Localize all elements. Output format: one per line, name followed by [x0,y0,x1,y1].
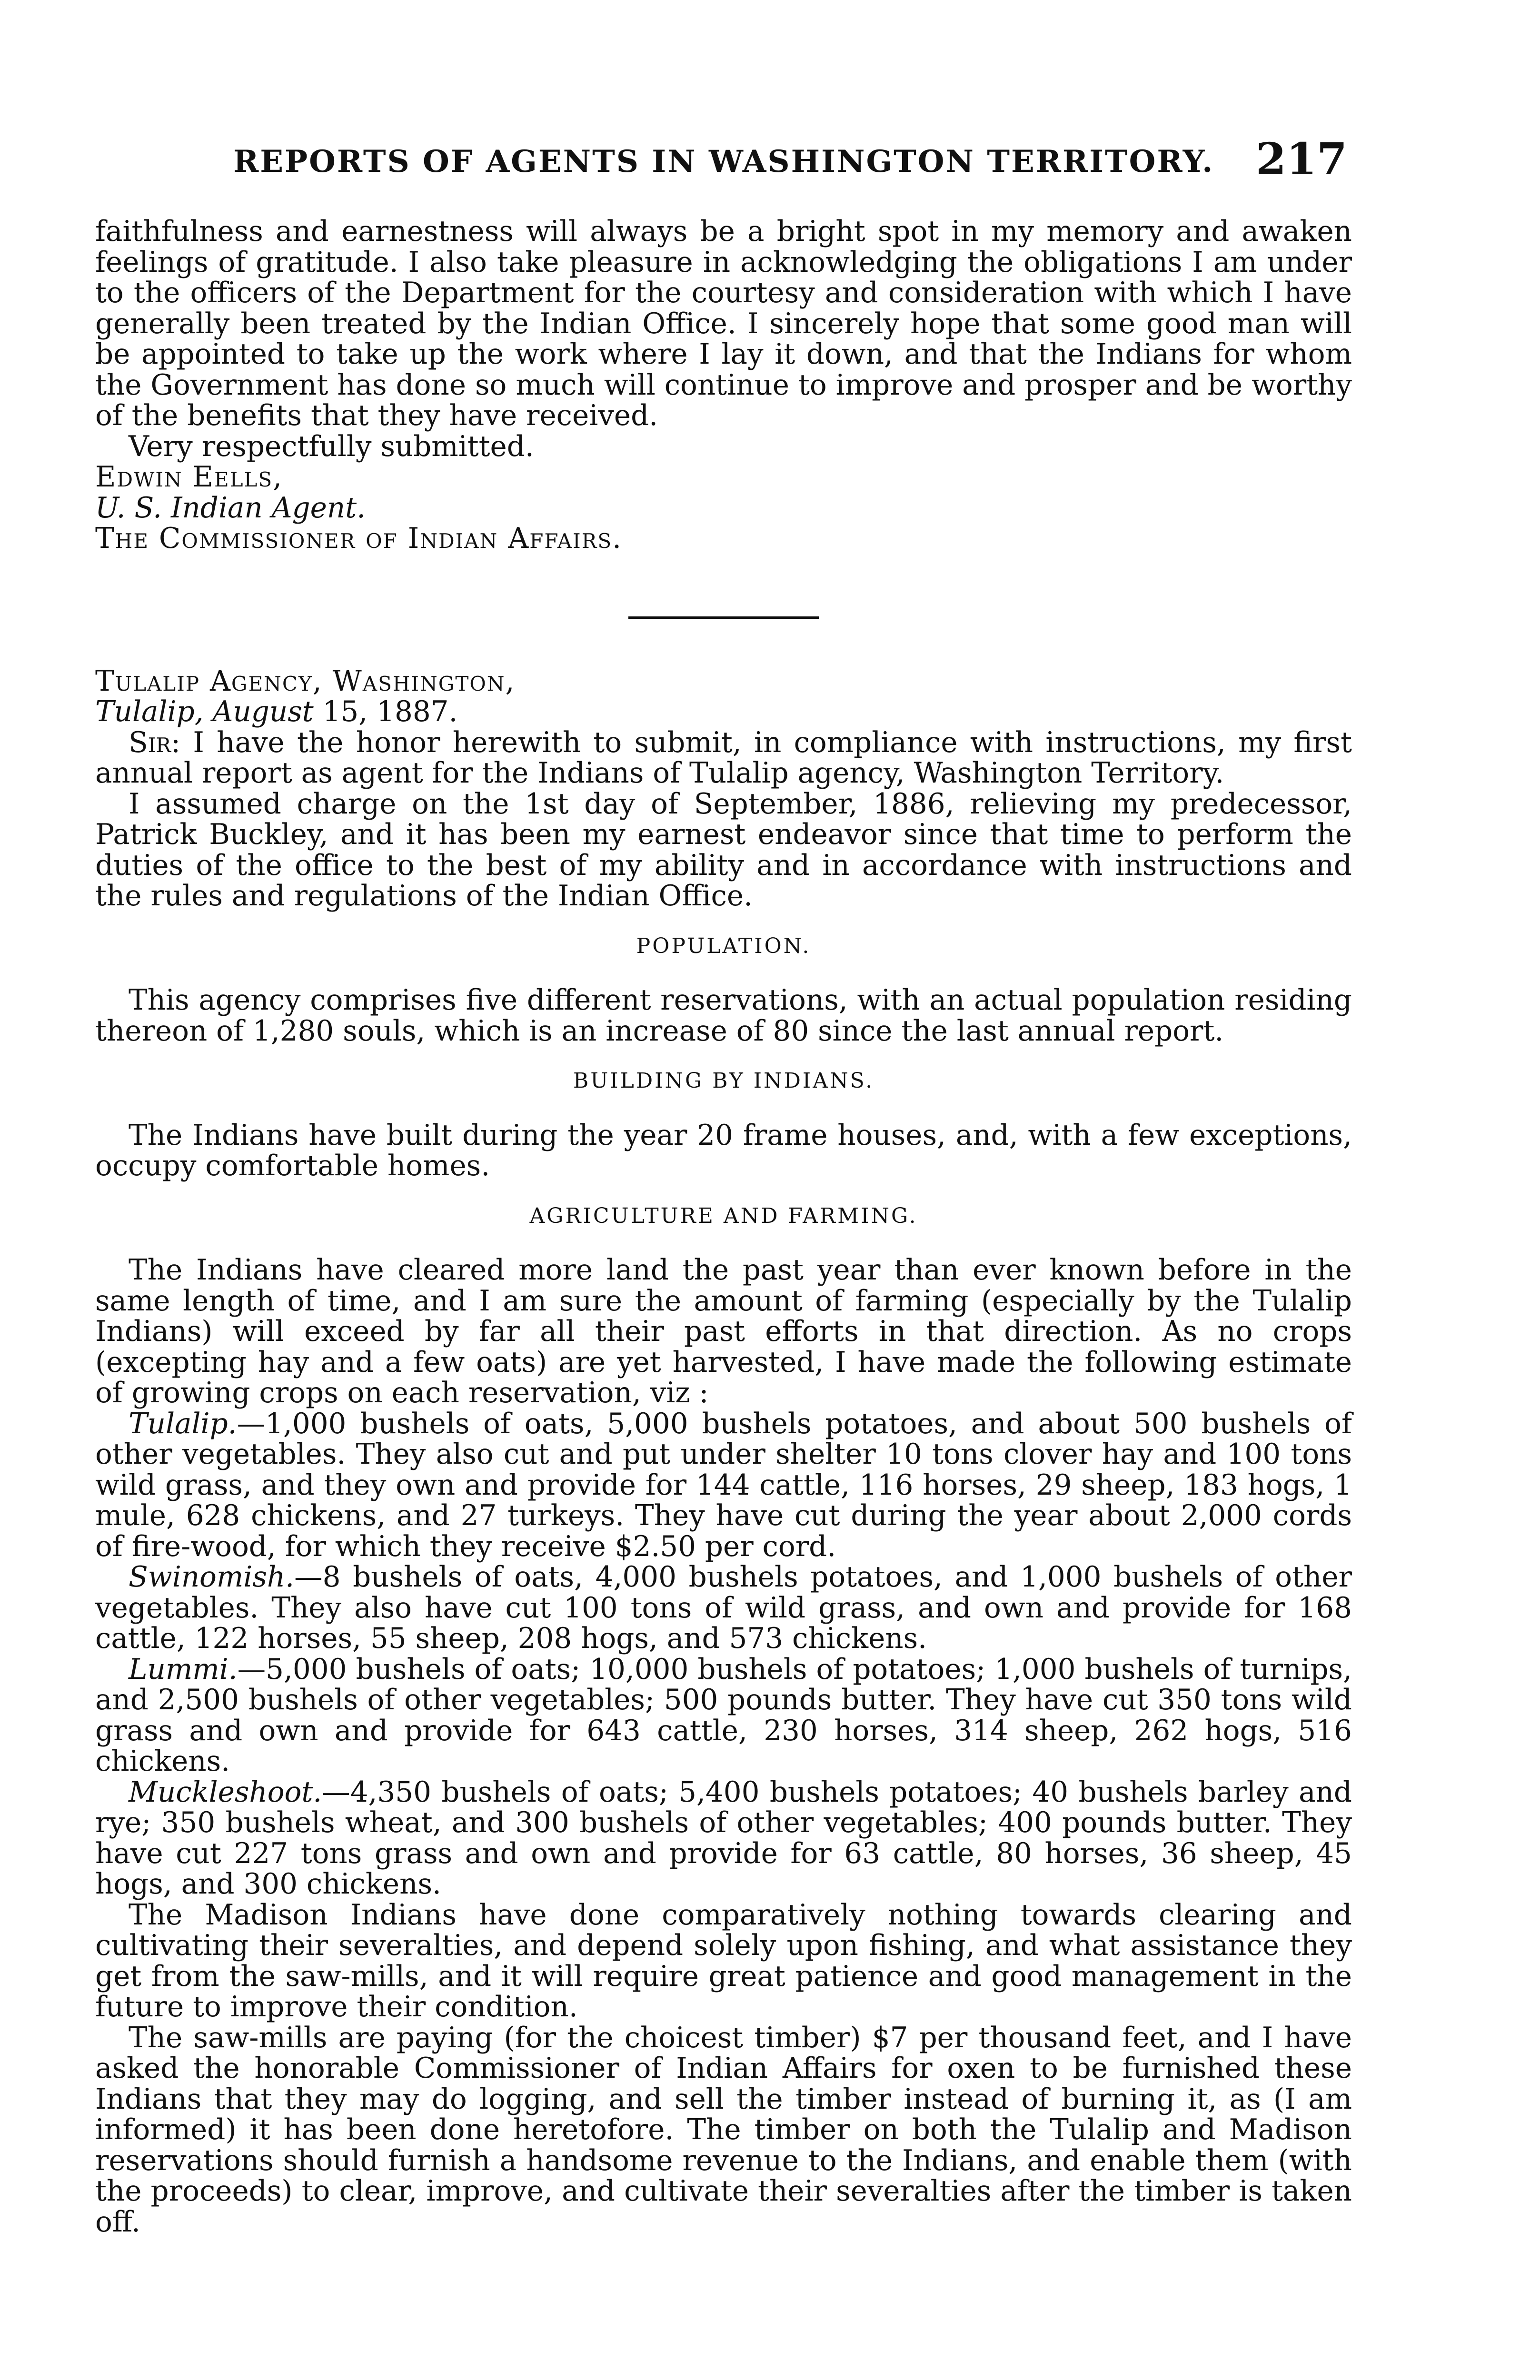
sawmills-paragraph: The saw-mills are paying (for the choicest timber) $7 per thousand feet, and I have asked the honorable Commissioner of Indian Affairs for oxen to be furnished these Indians that they may do logging, and sell the timber instead of burning it, as (I am informed) it has been done heretofore. The timber on both the Tulalip and Madison reservations should furnish a handsome revenue to the Indians, and enable them (with the proceeds) to clear, improve, and cultivate their severalties after the timber is taken off. [95,2021,1352,2239]
building-paragraph: The Indians have built during the year 20 frame houses, and, with a few exceptions, occupy comfortable homes. [95,1119,1352,1182]
page-number: 217 [1255,133,1347,185]
agency-dateline: Tulalip Agency, Washington, [95,664,516,698]
date-line [95,697,1352,728]
population-paragraph: This agency comprises five different reservations, with an actual population residing thereon of 1,280 souls, which is an increase of 80 since the last annual report. [95,984,1352,1048]
madison-paragraph: The Madison Indians have done comparatively nothing towards clearing and cultivating their severalties, and depend solely upon fishing, and what assistance they get from the saw-mills, and it will require great patience and good management in the future to improve their condition. [95,1898,1352,2023]
reservation-text: —8 bushels of oats, 4,000 bushels potatoes, and 1,000 bushels of other vegetables. They also have cut 100 tons of wild grass, and own and provide for 168 cattle, 122 horses, 55 sheep, 208 hogs, and 573 chickens. [95,1561,1352,1655]
signer-title: U. S. Indian Agent. [95,491,366,525]
reservation-text: —4,350 bushels of oats; 5,400 bushels potatoes; 40 bushels barley and rye; 350 bushels wheat, and 300 bushels of other vegetables; 400 pounds butter. They have cut 227 tons grass and own and provide for 63 cattle, 80 horses, 36 sheep, 45 hogs, and 300 chickens. [95,1775,1352,1901]
reservation-name: Swinomish. [129,1561,295,1594]
reservation-name: Muckleshoot. [129,1775,322,1809]
population-heading: POPULATION. [636,933,811,958]
reservation-text: —5,000 bushels of oats; 10,000 bushels of potatoes; 1,000 bushels of turnips, and 2,500 bushels of other vegetables; 500 pounds butter. They have cut 350 tons wild grass and own and provide for 643 cattle, 230 horses, 314 sheep, 262 hogs, 516 chickens. [95,1653,1352,1778]
date-rest: 15, 1887. [322,695,458,728]
reservation-paragraph-muckleshoot [95,1777,1352,1900]
reservation-name: Tulalip. [129,1407,237,1440]
agriculture-intro-paragraph: The Indians have cleared more land the past year than ever known before in the same length of time, and I am sure the amount of farming (especially by the Tulalip Indians) will exceed by far all their past efforts in that direction. As no crops (excepting hay and a few oats) are yet harvested, I have made the following estimate of growing crops on each reservation, viz : [95,1254,1352,1409]
intro-paragraph [95,728,1352,789]
addressee: The Commissioner of Indian Affairs. [95,522,623,555]
reservation-paragraph-tulalip [95,1409,1352,1563]
date-month: August [212,695,314,728]
eells-closing-paragraph: faithfulness and earnestness will always be a bright spot in my memory and awaken feelings of gratitude. I also take pleasure in acknowledging the obligations I am under to the officers of the Department for the courtesy and consideration with which I have generally been treated by the Indian Office. I sincerely hope that some good man will be appointed to take up the work where I lay it down, and that the Indians for whom the Government has done so much will continue to improve and prosper and be worthy of the benefits that they have received. [95,215,1352,432]
valediction: Very respectfully submitted. [129,430,534,463]
date-place: Tulalip, [95,695,204,728]
page-header [233,133,1347,186]
assumed-charge-paragraph: I assumed charge on the 1st day of September, 1886, relieving my predecessor, Patrick Buckley, and it has been my earnest endeavor since that time to perform the duties of the office to the best of my ability and in accordance with instructions and the rules and regulations of the Indian Office. [95,787,1352,912]
reservation-paragraph-swinomish [95,1562,1352,1655]
running-head: REPORTS OF AGENTS IN WASHINGTON TERRITORY. [233,144,1214,179]
section-divider-rule [628,616,819,619]
agriculture-heading: AGRICULTURE AND FARMING. [529,1203,918,1228]
building-heading: BUILDING BY INDIANS. [573,1069,874,1093]
reservation-paragraph-lummi [95,1655,1352,1777]
signer-name: Edwin Eells, [95,461,283,494]
page-body [95,217,1352,2238]
reservation-name: Lummi. [129,1653,238,1686]
intro-text: I have the honor herewith to submit, in compliance with instructions, my first annual report as agent for the Indians of Tulalip agency, Washington Territory. [95,726,1352,790]
salutation: Sir: [129,726,181,759]
reservation-text: —1,000 bushels of oats, 5,000 bushels potatoes, and about 500 bushels of other vegetables. They also cut and put under shelter 10 tons clover hay and 100 tons wild grass, and they own and provide for 144 cattle, 116 horses, 29 sheep, 183 hogs, 1 mule, 628 chickens, and 27 turkeys. They have cut during the year about 2,000 cords of fire-wood, for which they receive $2.50 per cord. [95,1407,1352,1563]
